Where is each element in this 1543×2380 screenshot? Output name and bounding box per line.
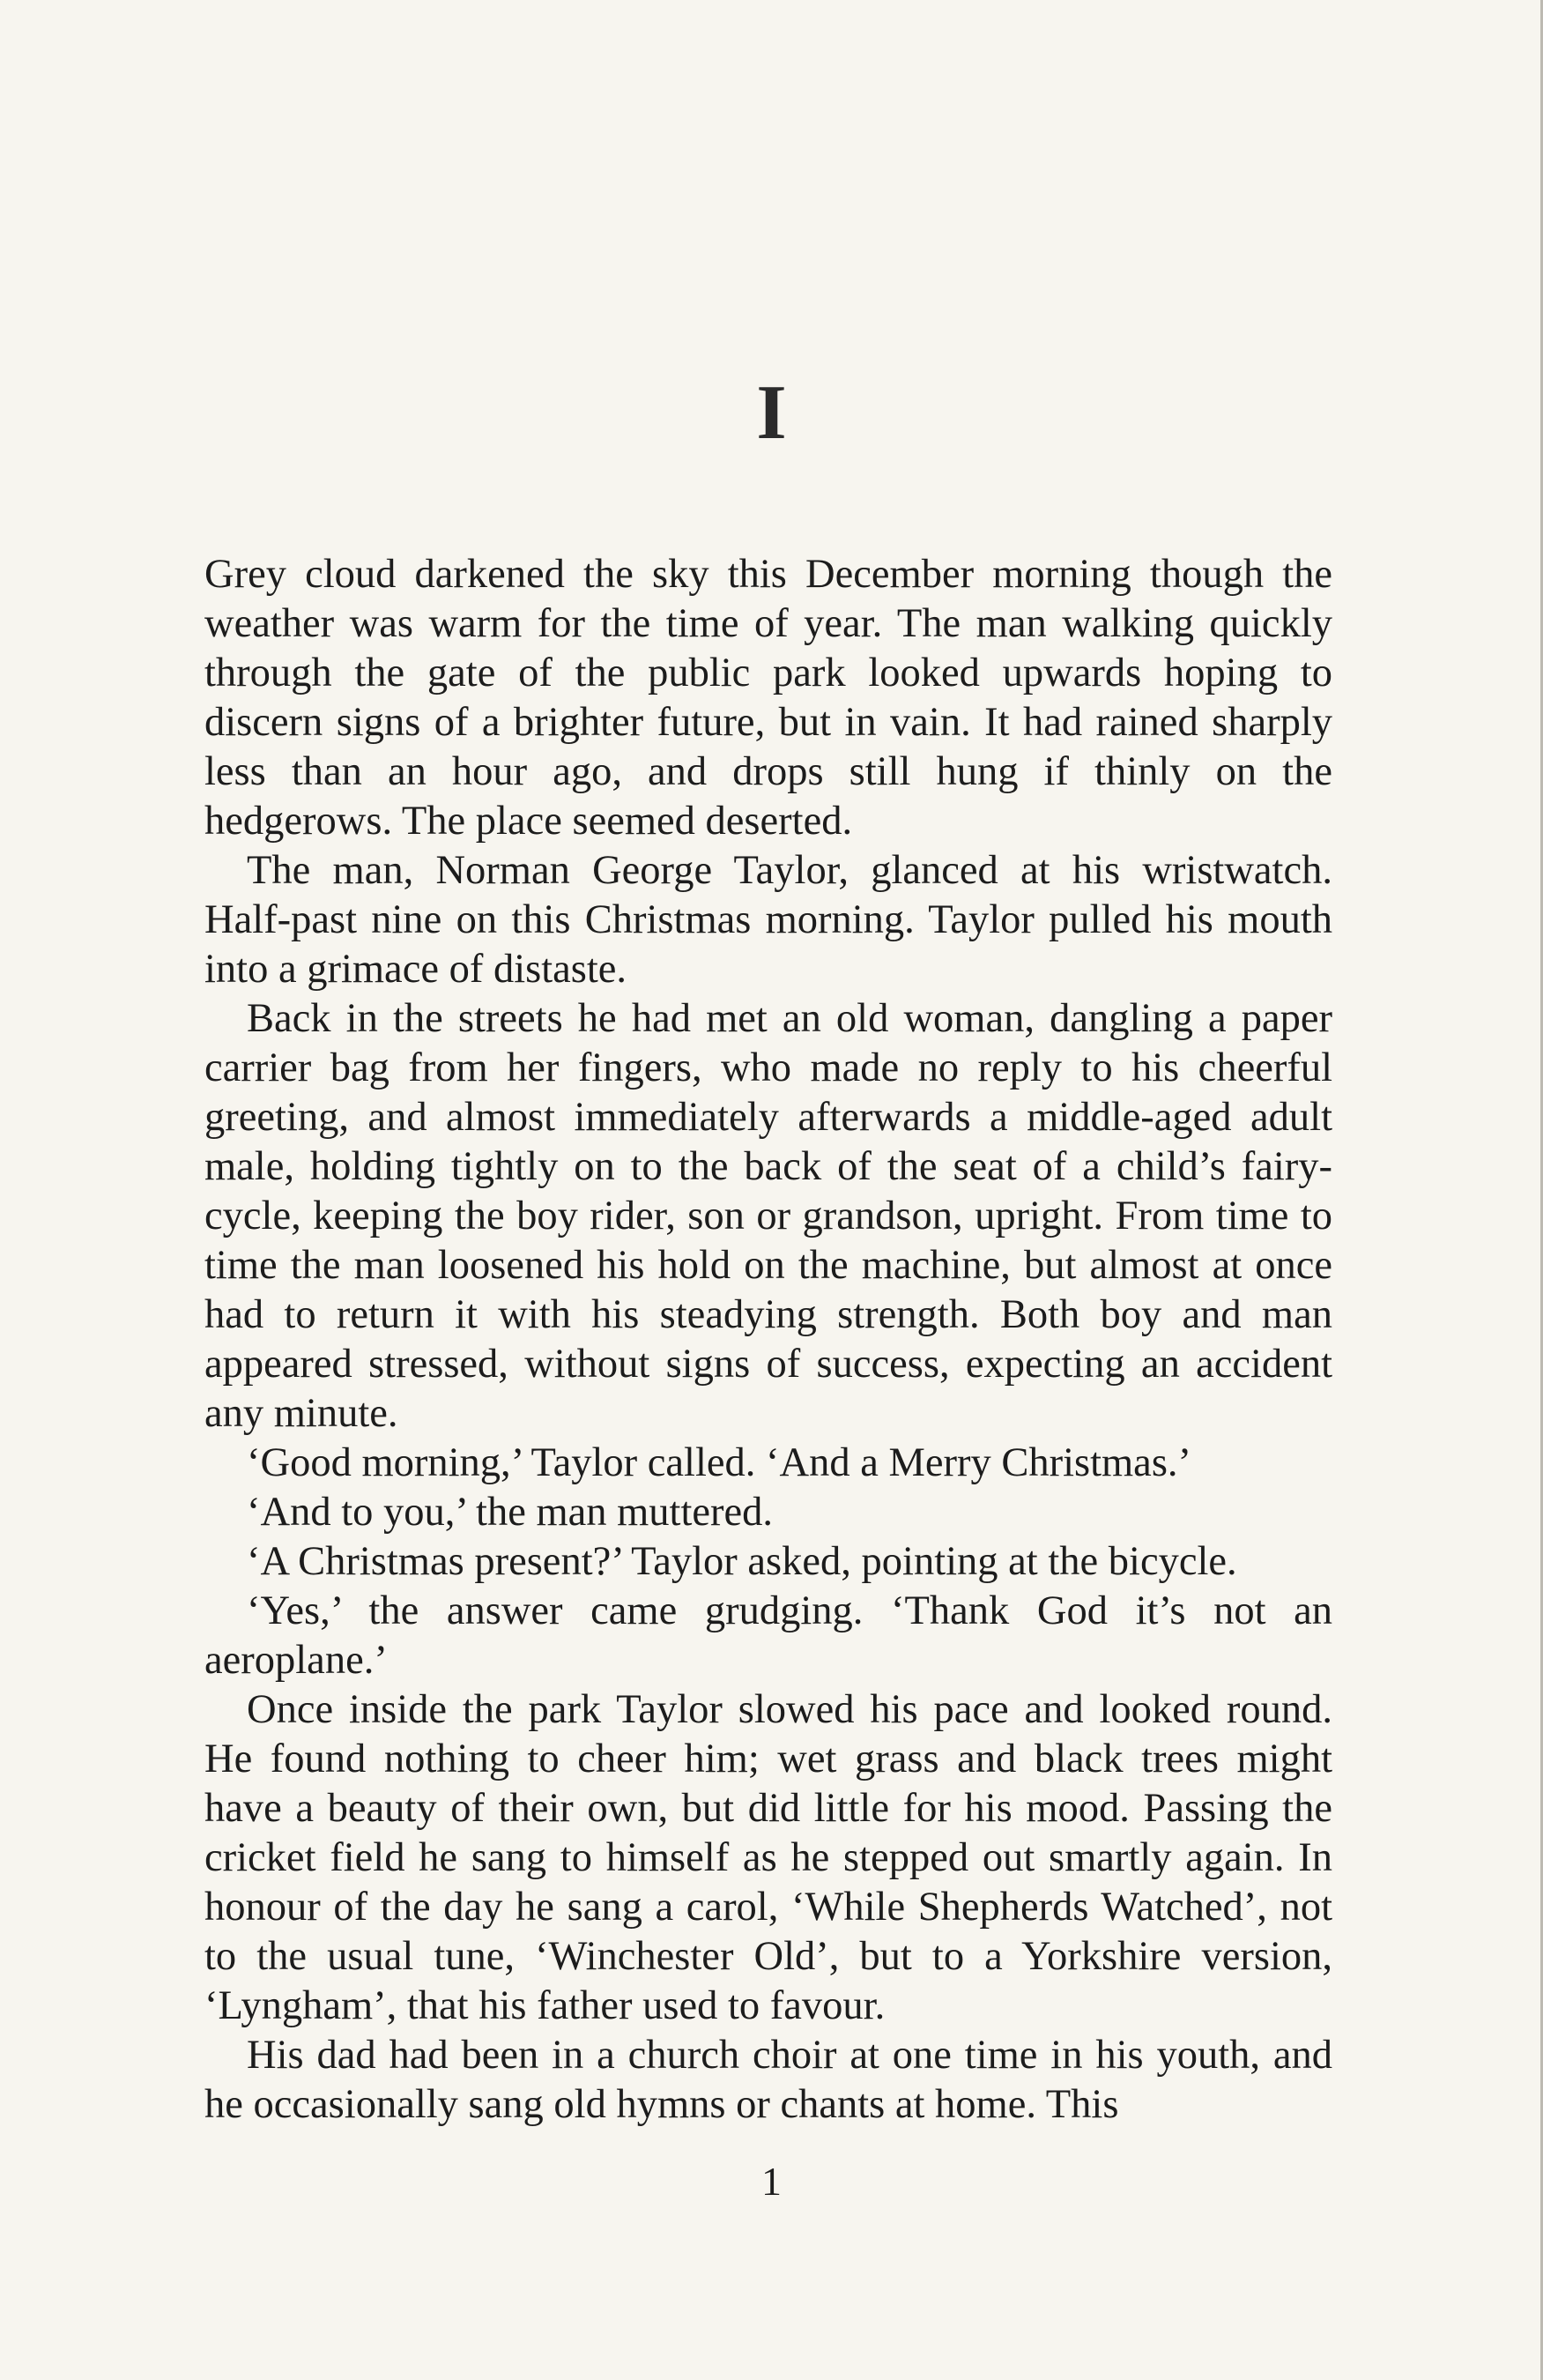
chapter-number: I xyxy=(756,370,787,456)
body-text xyxy=(204,550,1332,2130)
paragraph: His dad had been in a church choir at one time in his youth, and he occasionally sang old hymns or chants at home. This xyxy=(204,2033,1332,2127)
paragraph: Back in the streets he had met an old woman, dangling a paper carrier bag from her fingers, who made no reply to his cheerful greeting, and almost immediately afterwards a middle-aged adult male, holding tightly on to the back of the seat of a child’s fairy-cycle, keeping the boy rider, son or grandson, upright. From time to time the man loosened his hold on the machine, but almost at once had to return it with his steadying strength. Both boy and man appeared stressed, without signs of success, expecting an accident any minute. xyxy=(204,996,1332,1436)
paragraph: Grey cloud darkened the sky this December morning though the weather was warm for the time of year. The man walking quickly through the gate of the public park looked upwards hoping to discern signs of a brighter future, but in vain. It had rained sharply less than an hour ago, and drops still hung if thinly on the hedgerows. The place seemed deserted. xyxy=(204,552,1332,844)
paragraph: ‘Good morning,’ Taylor called. ‘And a Merry Christmas.’ xyxy=(247,1440,1192,1485)
paragraph: ‘And to you,’ the man muttered. xyxy=(247,1490,774,1535)
paragraph: ‘A Christmas present?’ Taylor asked, pointing at the bicycle. xyxy=(247,1539,1237,1584)
paragraph: Once inside the park Taylor slowed his pace and looked round. He found nothing to cheer him; wet grass and black trees might have a beauty of their own, but did little for his mood. Passing the cricket field he sang to himself as he stepped out smartly again. In honour of the day he sang a carol, ‘While Shepherds Watched’, not to the usual tune, ‘Winchester Old’, but to a Yorkshire version, ‘Lyngham’, that his father used to favour. xyxy=(204,1687,1332,2028)
paragraph: ‘Yes,’ the answer came grudging. ‘Thank God it’s not an aeroplane.’ xyxy=(204,1588,1332,1683)
page-number: 1 xyxy=(761,2159,782,2204)
paragraph: The man, Norman George Taylor, glanced at his wristwatch. Half-past nine on this Christmas morning. Taylor pulled his mouth into a grimace of distaste. xyxy=(204,848,1332,992)
